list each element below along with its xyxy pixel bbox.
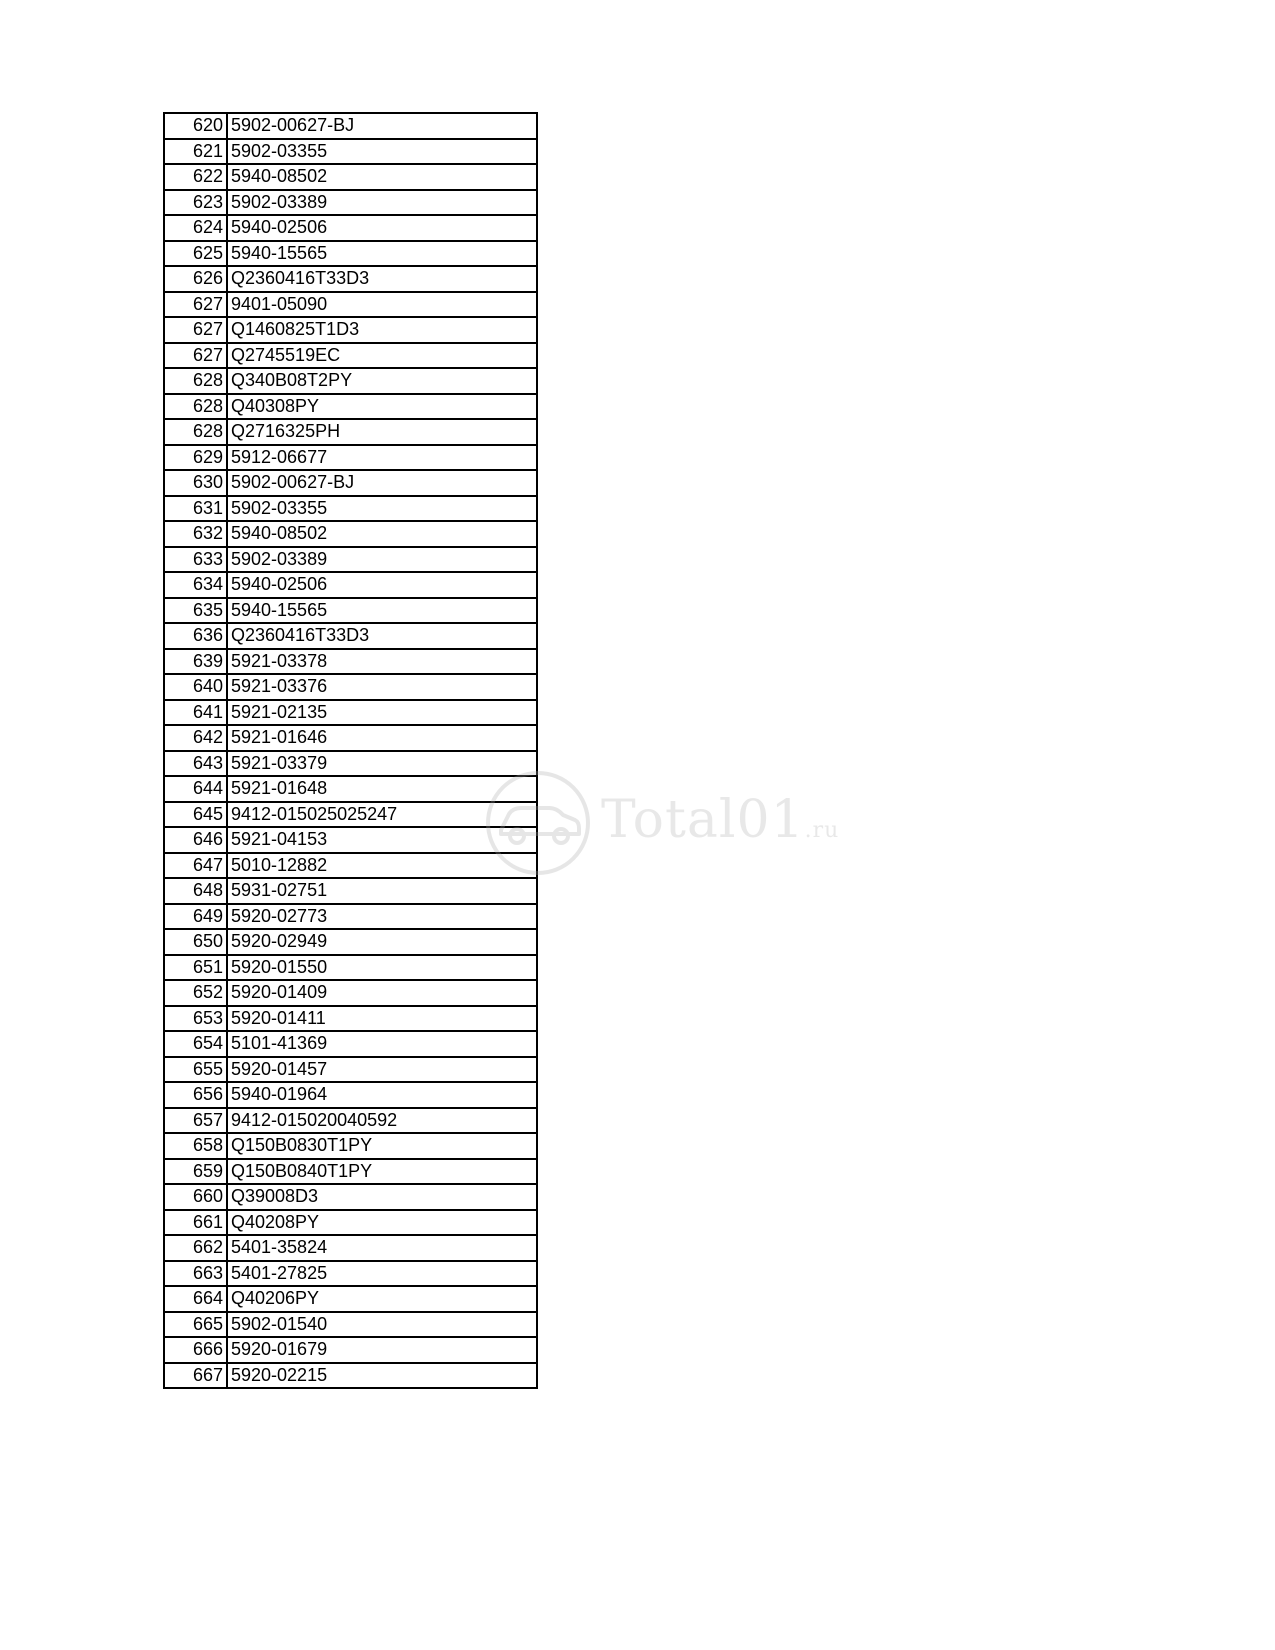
table-row — [164, 139, 537, 165]
parts-table-body — [164, 113, 537, 1388]
table-row — [164, 1235, 537, 1261]
row-number-cell: 664 — [164, 1286, 227, 1312]
part-code-cell: 5912-06677 — [227, 445, 537, 471]
part-code-cell: Q1460825T1D3 — [227, 317, 537, 343]
row-number-cell: 650 — [164, 929, 227, 955]
table-row — [164, 1057, 537, 1083]
table-row — [164, 1108, 537, 1134]
row-number-cell: 623 — [164, 190, 227, 216]
table-row — [164, 649, 537, 675]
row-number-cell: 629 — [164, 445, 227, 471]
table-row — [164, 419, 537, 445]
row-number-cell: 654 — [164, 1031, 227, 1057]
table-row — [164, 1261, 537, 1287]
table-row — [164, 827, 537, 853]
part-code-cell: 5902-03389 — [227, 547, 537, 573]
part-code-cell: Q40308PY — [227, 394, 537, 420]
watermark-text: Total01.ru — [601, 790, 840, 850]
part-code-cell: Q150B0830T1PY — [227, 1133, 537, 1159]
table-row — [164, 394, 537, 420]
table-row — [164, 955, 537, 981]
table-row — [164, 776, 537, 802]
part-code-cell: Q150B0840T1PY — [227, 1159, 537, 1185]
row-number-cell: 662 — [164, 1235, 227, 1261]
row-number-cell: 627 — [164, 292, 227, 318]
row-number-cell: 657 — [164, 1108, 227, 1134]
table-row — [164, 1133, 537, 1159]
part-code-cell: 5940-01964 — [227, 1082, 537, 1108]
part-code-cell: 5921-03378 — [227, 649, 537, 675]
part-code-cell: 5940-02506 — [227, 572, 537, 598]
row-number-cell: 646 — [164, 827, 227, 853]
table-row — [164, 241, 537, 267]
part-code-cell: 5920-02773 — [227, 904, 537, 930]
table-row — [164, 368, 537, 394]
part-code-cell: 5921-03379 — [227, 751, 537, 777]
table-row — [164, 751, 537, 777]
part-code-cell: 5902-03389 — [227, 190, 537, 216]
row-number-cell: 639 — [164, 649, 227, 675]
part-code-cell: 5921-03376 — [227, 674, 537, 700]
table-row — [164, 700, 537, 726]
row-number-cell: 622 — [164, 164, 227, 190]
part-code-cell: 5902-00627-BJ — [227, 113, 537, 139]
part-code-cell: 9412-015025025247 — [227, 802, 537, 828]
row-number-cell: 635 — [164, 598, 227, 624]
table-row — [164, 343, 537, 369]
row-number-cell: 644 — [164, 776, 227, 802]
row-number-cell: 631 — [164, 496, 227, 522]
table-row — [164, 1337, 537, 1363]
row-number-cell: 656 — [164, 1082, 227, 1108]
row-number-cell: 620 — [164, 113, 227, 139]
part-code-cell: 5902-00627-BJ — [227, 470, 537, 496]
part-code-cell: 5401-27825 — [227, 1261, 537, 1287]
row-number-cell: 645 — [164, 802, 227, 828]
table-row — [164, 1286, 537, 1312]
parts-table — [163, 112, 538, 1389]
row-number-cell: 628 — [164, 419, 227, 445]
part-code-cell: 5940-15565 — [227, 598, 537, 624]
part-code-cell: Q340B08T2PY — [227, 368, 537, 394]
row-number-cell: 665 — [164, 1312, 227, 1338]
table-row — [164, 598, 537, 624]
row-number-cell: 632 — [164, 521, 227, 547]
part-code-cell: 9401-05090 — [227, 292, 537, 318]
table-row — [164, 445, 537, 471]
part-code-cell: 5920-01679 — [227, 1337, 537, 1363]
table-row — [164, 113, 537, 139]
row-number-cell: 641 — [164, 700, 227, 726]
table-row — [164, 572, 537, 598]
table-row — [164, 1159, 537, 1185]
row-number-cell: 643 — [164, 751, 227, 777]
part-code-cell: 5920-01411 — [227, 1006, 537, 1032]
table-row — [164, 215, 537, 241]
row-number-cell: 636 — [164, 623, 227, 649]
row-number-cell: 655 — [164, 1057, 227, 1083]
part-code-cell: 9412-015020040592 — [227, 1108, 537, 1134]
row-number-cell: 667 — [164, 1363, 227, 1389]
row-number-cell: 661 — [164, 1210, 227, 1236]
row-number-cell: 659 — [164, 1159, 227, 1185]
table-row — [164, 904, 537, 930]
table-row — [164, 674, 537, 700]
table-row — [164, 1031, 537, 1057]
row-number-cell: 648 — [164, 878, 227, 904]
parts-sheet — [163, 112, 538, 1389]
part-code-cell: Q2360416T33D3 — [227, 266, 537, 292]
part-code-cell: Q39008D3 — [227, 1184, 537, 1210]
table-row — [164, 1006, 537, 1032]
table-row — [164, 317, 537, 343]
part-code-cell: 5940-08502 — [227, 164, 537, 190]
row-number-cell: 653 — [164, 1006, 227, 1032]
row-number-cell: 658 — [164, 1133, 227, 1159]
table-row — [164, 266, 537, 292]
row-number-cell: 625 — [164, 241, 227, 267]
part-code-cell: 5920-02215 — [227, 1363, 537, 1389]
table-row — [164, 470, 537, 496]
part-code-cell: 5902-03355 — [227, 496, 537, 522]
watermark-suffix: .ru — [804, 818, 840, 843]
table-row — [164, 853, 537, 879]
part-code-cell: 5920-01550 — [227, 955, 537, 981]
row-number-cell: 621 — [164, 139, 227, 165]
part-code-cell: Q40208PY — [227, 1210, 537, 1236]
table-row — [164, 547, 537, 573]
part-code-cell: 5920-01457 — [227, 1057, 537, 1083]
table-row — [164, 980, 537, 1006]
row-number-cell: 627 — [164, 317, 227, 343]
row-number-cell: 651 — [164, 955, 227, 981]
table-row — [164, 802, 537, 828]
row-number-cell: 633 — [164, 547, 227, 573]
part-code-cell: 5920-02949 — [227, 929, 537, 955]
table-row — [164, 496, 537, 522]
part-code-cell: 5921-04153 — [227, 827, 537, 853]
row-number-cell: 634 — [164, 572, 227, 598]
part-code-cell: Q2360416T33D3 — [227, 623, 537, 649]
part-code-cell: Q40206PY — [227, 1286, 537, 1312]
table-row — [164, 1210, 537, 1236]
table-row — [164, 929, 537, 955]
table-row — [164, 1312, 537, 1338]
row-number-cell: 640 — [164, 674, 227, 700]
row-number-cell: 642 — [164, 725, 227, 751]
row-number-cell: 628 — [164, 394, 227, 420]
part-code-cell: 5920-01409 — [227, 980, 537, 1006]
table-row — [164, 521, 537, 547]
row-number-cell: 663 — [164, 1261, 227, 1287]
part-code-cell: 5902-01540 — [227, 1312, 537, 1338]
part-code-cell: 5902-03355 — [227, 139, 537, 165]
table-row — [164, 623, 537, 649]
row-number-cell: 627 — [164, 343, 227, 369]
part-code-cell: Q2716325PH — [227, 419, 537, 445]
table-row — [164, 1184, 537, 1210]
part-code-cell: 5940-02506 — [227, 215, 537, 241]
row-number-cell: 647 — [164, 853, 227, 879]
part-code-cell: 5940-08502 — [227, 521, 537, 547]
table-row — [164, 1363, 537, 1389]
part-code-cell: 5940-15565 — [227, 241, 537, 267]
table-row — [164, 292, 537, 318]
row-number-cell: 626 — [164, 266, 227, 292]
table-row — [164, 190, 537, 216]
table-row — [164, 164, 537, 190]
part-code-cell: 5921-01648 — [227, 776, 537, 802]
part-code-cell: Q2745519EC — [227, 343, 537, 369]
row-number-cell: 628 — [164, 368, 227, 394]
part-code-cell: 5401-35824 — [227, 1235, 537, 1261]
part-code-cell: 5101-41369 — [227, 1031, 537, 1057]
row-number-cell: 624 — [164, 215, 227, 241]
part-code-cell: 5921-02135 — [227, 700, 537, 726]
row-number-cell: 649 — [164, 904, 227, 930]
table-row — [164, 878, 537, 904]
part-code-cell: 5931-02751 — [227, 878, 537, 904]
table-row — [164, 1082, 537, 1108]
row-number-cell: 630 — [164, 470, 227, 496]
table-row — [164, 725, 537, 751]
part-code-cell: 5010-12882 — [227, 853, 537, 879]
row-number-cell: 660 — [164, 1184, 227, 1210]
row-number-cell: 652 — [164, 980, 227, 1006]
row-number-cell: 666 — [164, 1337, 227, 1363]
part-code-cell: 5921-01646 — [227, 725, 537, 751]
